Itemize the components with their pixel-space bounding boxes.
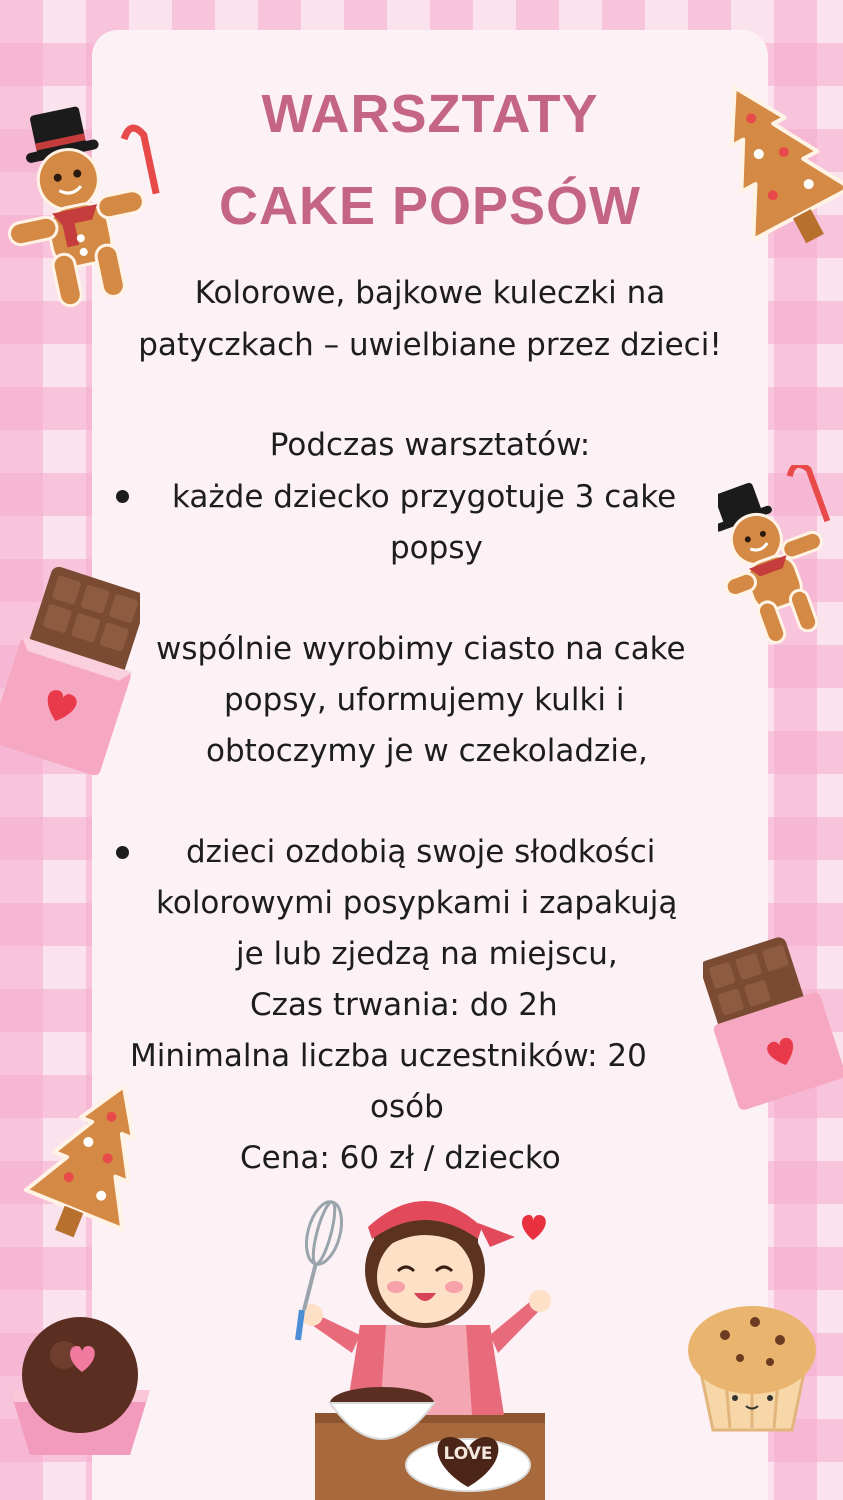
intro-line-1: Kolorowe, bajkowe kuleczki na: [194, 275, 666, 311]
bullet-2-line-2: popsy, uformujemy kulki i: [224, 682, 625, 718]
plate-label: LOVE: [443, 1444, 493, 1464]
gingerbread-man-icon: [0, 90, 165, 315]
title-line-1: WARSZTATY: [261, 84, 599, 144]
bullet-3-line-3: je lub zjedzą na miejscu,: [236, 936, 618, 972]
page-title: [92, 68, 768, 252]
bullet-3-line-2: kolorowymi posypkami i zapakują: [156, 885, 678, 921]
during-heading: Podczas warsztatów:: [269, 427, 591, 463]
bullet-1-line-2: popsy: [390, 530, 483, 566]
min-participants-line-1: Minimalna liczba uczestników: 20: [130, 1038, 647, 1074]
bullet-dot: [116, 490, 129, 503]
bullet-3-line-1: dzieci ozdobią swoje słodkości: [186, 834, 656, 870]
girl-baker-illustration: [290, 1175, 570, 1500]
bullet-1-line-1: każde dziecko przygotuje 3 cake: [172, 479, 677, 515]
bullet-dot: [116, 846, 129, 859]
gingerbread-man-icon: [718, 465, 843, 645]
muffin-icon: [680, 1290, 825, 1435]
intro-line-2: patyczkach – uwielbiane przez dzieci!: [138, 327, 722, 363]
gingerbread-tree-icon: [20, 1075, 165, 1255]
chocolate-bar-icon: [703, 935, 843, 1110]
chocolate-bar-icon: [0, 565, 140, 775]
min-participants-line-2: osób: [370, 1089, 444, 1125]
bullet-2-line-1: wspólnie wyrobimy ciasto na cake: [156, 631, 686, 667]
chocolate-truffle-icon: [0, 1310, 160, 1460]
price-text: Cena: 60 zł / dziecko: [240, 1140, 561, 1176]
title-line-2: CAKE POPSÓW: [218, 176, 642, 236]
duration-text: Czas trwania: do 2h: [250, 987, 558, 1023]
gingerbread-tree-icon: [712, 72, 843, 262]
bullet-2-line-3: obtoczymy je w czekoladzie,: [206, 733, 648, 769]
